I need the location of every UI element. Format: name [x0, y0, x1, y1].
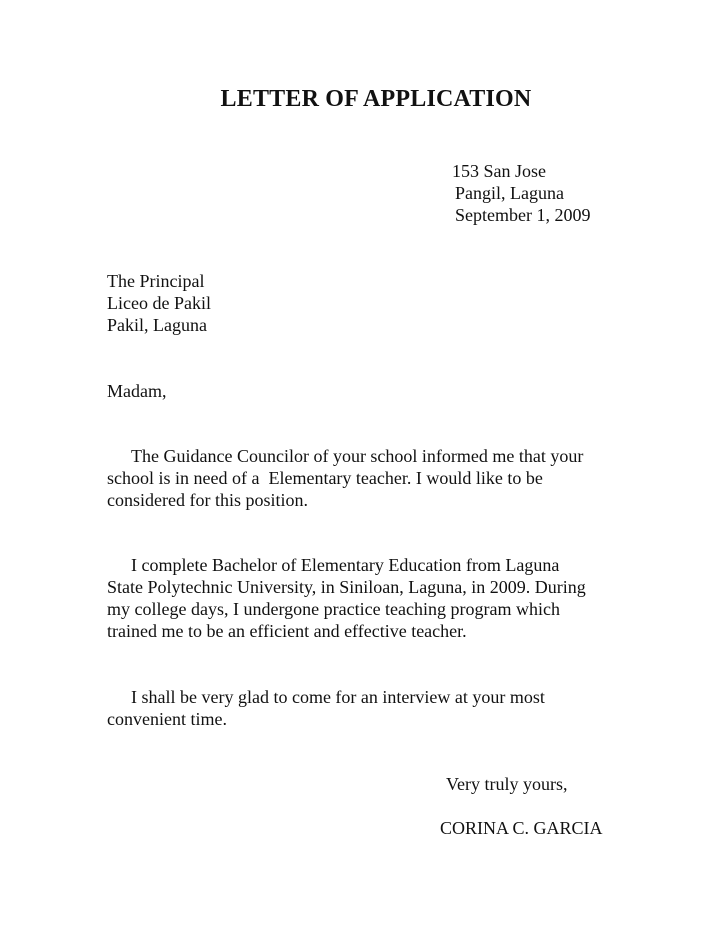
sender-address-line2: Pangil, Laguna: [455, 183, 564, 203]
paragraph-line: trained me to be an efficient and effective teacher.: [107, 621, 467, 641]
complimentary-closing: Very truly yours,: [446, 774, 568, 794]
signature-name: CORINA C. GARCIA: [440, 818, 603, 838]
sender-address: [452, 160, 590, 226]
recipient-line2: Liceo de Pakil: [107, 293, 211, 313]
salutation: Madam,: [107, 381, 167, 401]
body-paragraph-1: [107, 445, 583, 511]
recipient-address: [107, 270, 211, 336]
body-paragraph-3: [107, 686, 545, 730]
paragraph-line: school is in need of a Elementary teacher. I would like to be: [107, 468, 543, 488]
paragraph-line: I complete Bachelor of Elementary Education from Laguna: [131, 555, 560, 575]
paragraph-line: my college days, I undergone practice teaching program which: [107, 599, 560, 619]
recipient-line1: The Principal: [107, 271, 205, 291]
letter-date: September 1, 2009: [455, 205, 591, 225]
paragraph-line: I shall be very glad to come for an interview at your most: [131, 687, 545, 707]
sender-address-line1: 153 San Jose: [452, 161, 546, 181]
paragraph-line: State Polytechnic University, in Siniloan, Laguna, in 2009. During: [107, 577, 586, 597]
paragraph-line: convenient time.: [107, 709, 227, 729]
paragraph-line: The Guidance Councilor of your school informed me that your: [131, 446, 584, 466]
body-paragraph-2: [107, 554, 586, 642]
recipient-line3: Pakil, Laguna: [107, 315, 207, 335]
paragraph-line: considered for this position.: [107, 490, 308, 510]
page-title: LETTER OF APPLICATION: [220, 86, 532, 112]
